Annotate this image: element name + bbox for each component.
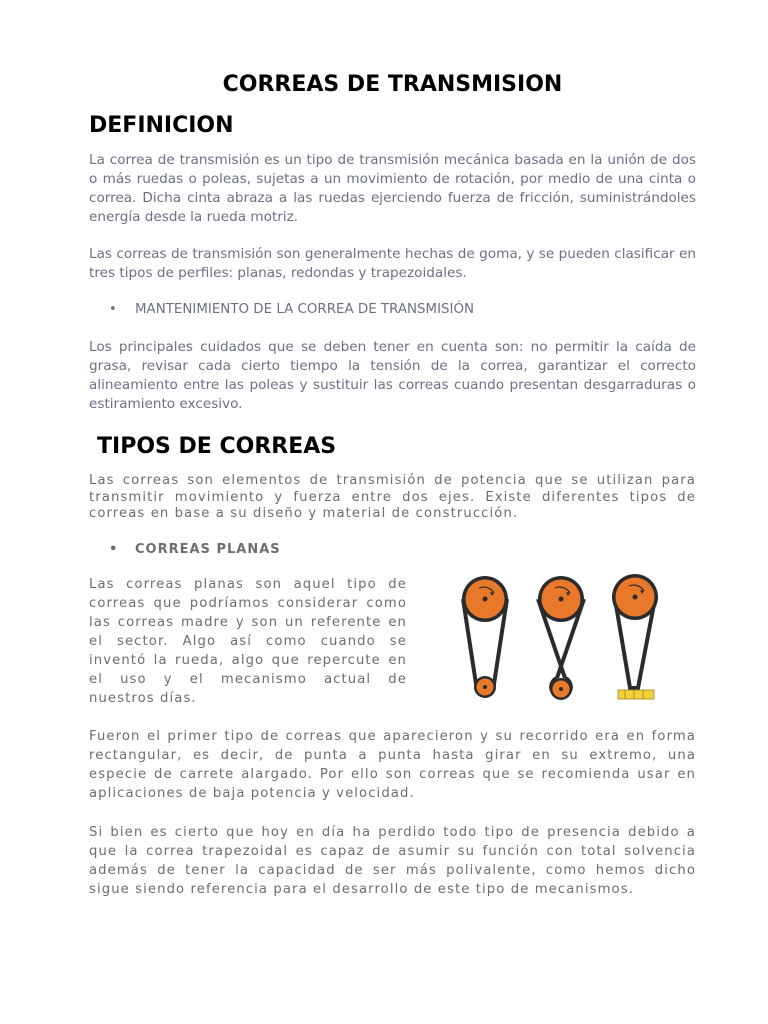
paragraph-correas-planas-2: Fueron el primer tipo de correas que aparecieron y su recorrido era en forma rectangular, es decir, de punta a punta hasta girar en su extremo, una especie de carrete alargado. Por ello son correas que se recomienda usar en aplicaciones de baja potencia y velocidad. bbox=[89, 729, 696, 801]
paragraph-correas-planas-1: Las correas planas son aquel tipo de correas que podríamos considerar como las correas madre y son un referente en el sector. Algo así como cuando se inventó la rueda, algo que repercute en el uso y el mecanismo actual de nuestros días. bbox=[89, 577, 407, 706]
paragraph-tipos-intro: Las correas son elementos de transmisión de potencia que se utilizan para transmitir movimiento y fuerza entre dos ejes. Existe diferentes tipos de correas en base a su diseño y material de construcción. bbox=[89, 473, 696, 521]
bullet-correas-planas-label: CORREAS PLANAS bbox=[135, 542, 281, 557]
bullet-mantenimiento bbox=[109, 302, 474, 317]
bullet-dot-icon: • bbox=[109, 542, 119, 557]
paragraph-definicion-1: La correa de transmisión es un tipo de transmisión mecánica basada en la unión de dos o más ruedas o poleas, sujetas a un movimiento de rotación, por medio de una cinta o correa. Dicha cinta abraza a las ruedas ejerciendo fuerza de fricción, suministrándoles energía desde la rueda motriz. bbox=[89, 152, 696, 225]
paragraph-definicion-2: Las correas de transmisión son generalmente hechas de goma, y se pueden clasificar en tres tipos de perfiles: planas, redondas y trapezoidales. bbox=[89, 246, 696, 281]
bullet-dot-icon: • bbox=[109, 302, 117, 317]
bullet-mantenimiento-label: MANTENIMIENTO DE LA CORREA DE TRANSMISIÓN bbox=[135, 302, 475, 317]
document-title: CORREAS DE TRANSMISION bbox=[222, 72, 563, 97]
paragraph-correas-planas-3: Si bien es cierto que hoy en día ha perdido todo tipo de presencia debido a que la correa trapezoidal es capaz de asumir su función con total solvencia además de tener la capacidad de ser más polivalente, como hemos dicho sigue siendo referencia para el desarrollo de este tipo de mecanismos. bbox=[89, 825, 696, 897]
open-belt-drive bbox=[462, 576, 508, 698]
heading-tipos-de-correas: TIPOS DE CORREAS bbox=[97, 434, 337, 459]
rack-belt-drive bbox=[612, 574, 658, 699]
crossed-belt-drive bbox=[538, 576, 584, 700]
bullet-correas-planas bbox=[109, 542, 281, 557]
paragraph-mantenimiento: Los principales cuidados que se deben tener en cuenta son: no permitir la caída de grasa, revisar cada cierto tiempo la tensión de la correa, garantizar el correcto alineamiento entre las poleas y sustituir las correas cuando presentan desgarraduras o estiramiento excesivo. bbox=[89, 339, 696, 412]
heading-definicion: DEFINICION bbox=[89, 113, 234, 138]
belt-drive-illustration bbox=[454, 566, 662, 708]
